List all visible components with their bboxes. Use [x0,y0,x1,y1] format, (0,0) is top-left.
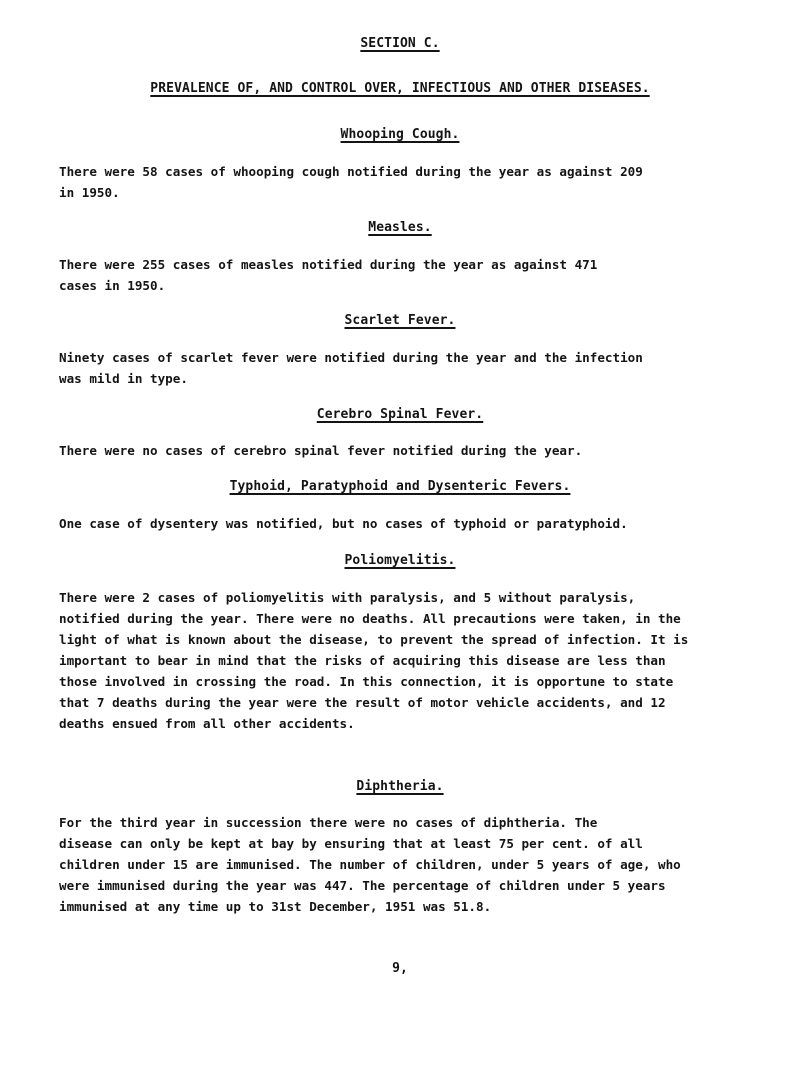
section-title: SECTION C. [360,36,440,51]
paragraph-line: There were no cases of cerebro spinal fever notified during the year. [59,443,583,458]
paragraph-line: children under 15 are immunised. The number of children, under 5 years of age, who [59,857,681,872]
heading-poliomyelitis: Poliomyelitis. [344,553,456,568]
heading-whooping-cough: Whooping Cough. [340,127,460,142]
paragraph-diphtheria [59,812,749,917]
paragraph-line: cases in 1950. [59,278,166,293]
heading-measles: Measles. [368,220,432,235]
paragraph-line: disease can only be kept at bay by ensuring that at least 75 per cent. of all [59,836,643,851]
paragraph-measles [59,254,749,296]
paragraph-scarlet-fever [59,347,749,389]
paragraph-line: that 7 deaths during the year were the result of motor vehicle accidents, and 12 [59,695,666,710]
paragraph-line: were immunised during the year was 447. The percentage of children under 5 years [59,878,666,893]
page-number: 9, [392,961,408,976]
paragraph-line: important to bear in mind that the risks of acquiring this disease are less than [59,653,666,668]
paragraph-line: Ninety cases of scarlet fever were notified during the year and the infection [59,350,643,365]
paragraph-line: was mild in type. [59,371,188,386]
paragraph-line: For the third year in succession there were no cases of diphtheria. The [59,815,598,830]
paragraph-line: There were 58 cases of whooping cough notified during the year as against 209 [59,164,643,179]
heading-diphtheria: Diphtheria. [356,779,444,794]
paragraph-line: There were 255 cases of measles notified during the year as against 471 [59,257,598,272]
paragraph-line: those involved in crossing the road. In this connection, it is opportune to state [59,674,674,689]
paragraph-line: deaths ensued from all other accidents. [59,716,355,731]
heading-typhoid: Typhoid, Paratyphoid and Dysenteric Fevers. [229,479,571,494]
paragraph-whooping-cough [59,161,749,203]
paragraph-line: in 1950. [59,185,120,200]
paragraph-cerebro-spinal-fever [59,440,749,461]
paragraph-line: notified during the year. There were no deaths. All precautions were taken, in the [59,611,681,626]
heading-scarlet-fever: Scarlet Fever. [344,313,456,328]
heading-cerebro-spinal-fever: Cerebro Spinal Fever. [316,407,484,422]
paragraph-line: One case of dysentery was notified, but no cases of typhoid or paratyphoid. [59,516,628,531]
paragraph-line: There were 2 cases of poliomyelitis with paralysis, and 5 without paralysis, [59,590,636,605]
paragraph-line: light of what is known about the disease, to prevent the spread of infection. It is [59,632,689,647]
main-heading: PREVALENCE OF, AND CONTROL OVER, INFECTIOUS AND OTHER DISEASES. [150,81,650,96]
paragraph-line: immunised at any time up to 31st December, 1951 was 51.8. [59,899,492,914]
paragraph-poliomyelitis [59,587,749,734]
paragraph-typhoid [59,513,749,534]
